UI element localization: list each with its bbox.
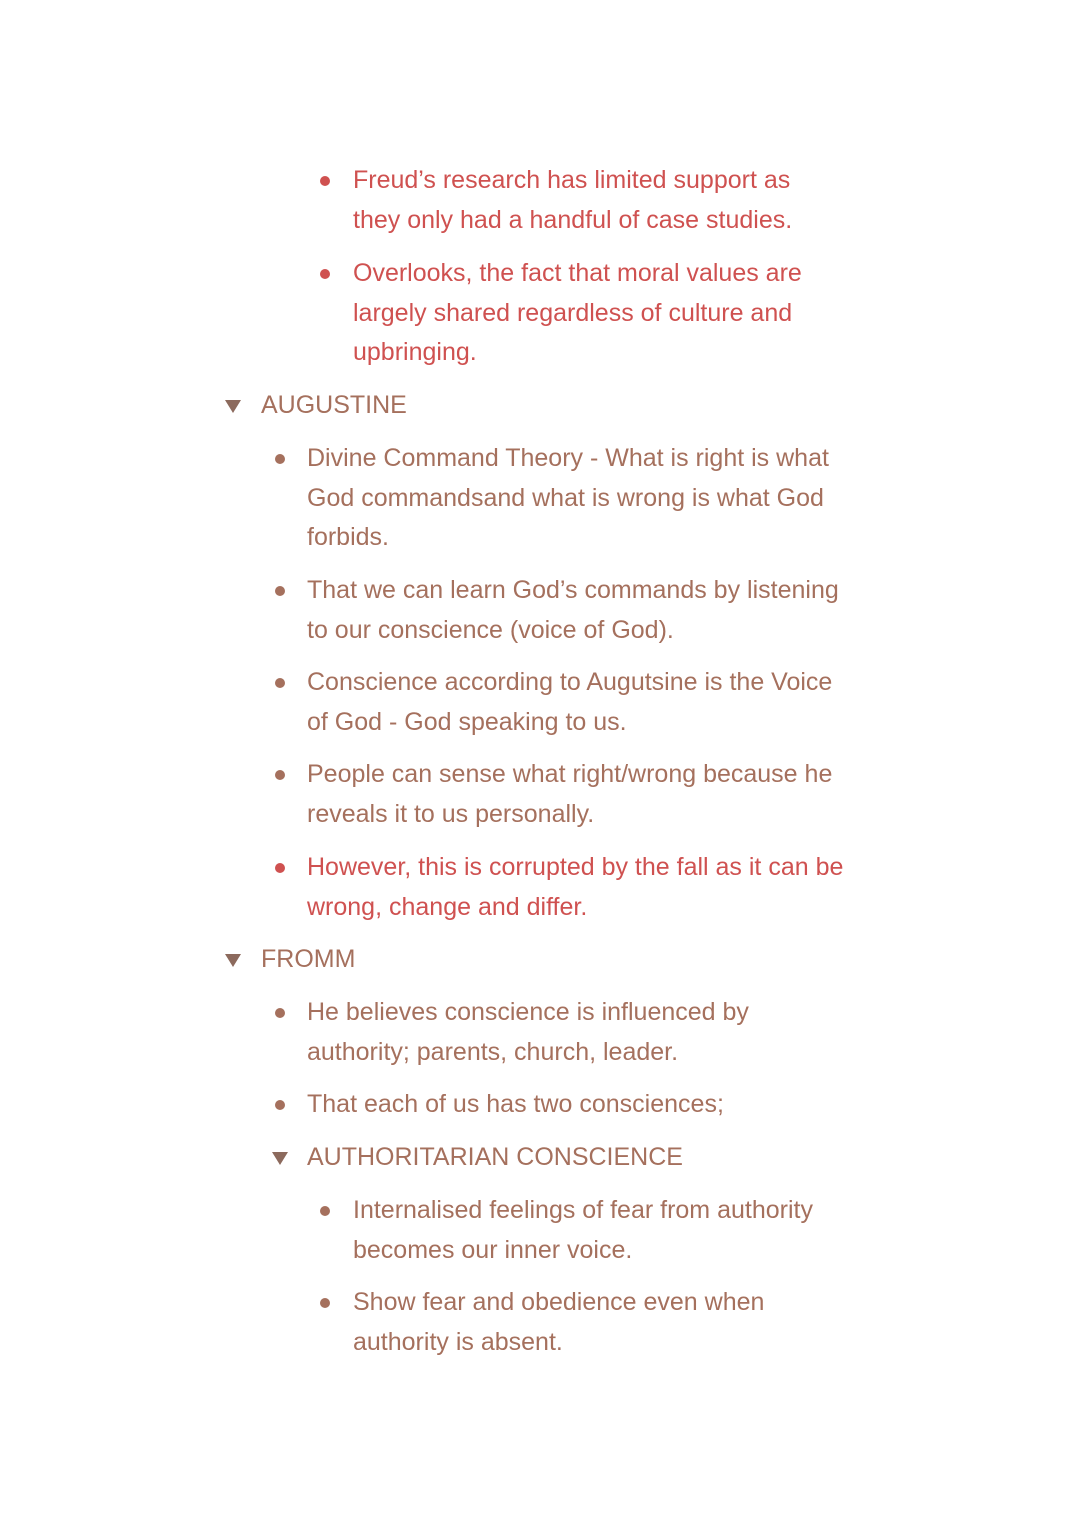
list-item xyxy=(353,1191,843,1270)
bullet-icon xyxy=(275,863,285,873)
list-item-text: Internalised feelings of fear from authority becomes our inner voice. xyxy=(353,1196,813,1264)
bullet-icon xyxy=(320,176,330,186)
bullet-icon xyxy=(320,1206,330,1216)
toggle-triangle-icon[interactable] xyxy=(225,400,241,413)
bullet-icon xyxy=(320,269,330,279)
bullet-icon xyxy=(275,770,285,780)
list-item-text: That we can learn God’s commands by listening to our conscience (voice of God). xyxy=(307,576,839,644)
list-item xyxy=(307,848,847,927)
list-item xyxy=(307,755,847,834)
list-item-text: That each of us has two consciences; xyxy=(307,1090,724,1118)
bullet-icon xyxy=(275,1100,285,1110)
list-item-text: People can sense what right/wrong because he reveals it to us personally. xyxy=(307,760,833,828)
toggle-fromm[interactable] xyxy=(225,940,355,980)
list-item-text: Overlooks, the fact that moral values are largely shared regardless of culture and upbringing. xyxy=(353,259,802,366)
bullet-icon xyxy=(275,1008,285,1018)
list-item xyxy=(307,571,847,650)
toggle-heading: AUGUSTINE xyxy=(261,391,407,419)
list-item-text: Freud’s research has limited support as they only had a handful of case studies. xyxy=(353,166,793,234)
list-item xyxy=(307,439,847,558)
toggle-triangle-icon[interactable] xyxy=(225,954,241,967)
list-item-text: Show fear and obedience even when authority is absent. xyxy=(353,1288,765,1356)
bullet-icon xyxy=(275,586,285,596)
bullet-icon xyxy=(320,1298,330,1308)
list-item xyxy=(307,1085,847,1125)
bullet-icon xyxy=(275,454,285,464)
toggle-augustine[interactable] xyxy=(225,386,407,426)
list-item xyxy=(353,1283,843,1362)
list-item xyxy=(353,161,843,240)
list-item-text: Conscience according to Augutsine is the Voice of God - God speaking to us. xyxy=(307,668,833,736)
list-item-text: Divine Command Theory - What is right is what God commandsand what is wrong is what God forbids. xyxy=(307,444,829,551)
toggle-heading: AUTHORITARIAN CONSCIENCE xyxy=(307,1143,683,1171)
list-item xyxy=(307,663,847,742)
toggle-triangle-icon[interactable] xyxy=(272,1152,288,1165)
toggle-heading: FROMM xyxy=(261,945,356,973)
list-item-text: He believes conscience is influenced by authority; parents, church, leader. xyxy=(307,998,749,1066)
toggle-authoritarian-conscience[interactable] xyxy=(272,1138,683,1178)
list-item xyxy=(353,254,843,373)
bullet-icon xyxy=(275,678,285,688)
list-item-text: However, this is corrupted by the fall as it can be wrong, change and differ. xyxy=(307,853,844,921)
list-item xyxy=(307,993,847,1072)
